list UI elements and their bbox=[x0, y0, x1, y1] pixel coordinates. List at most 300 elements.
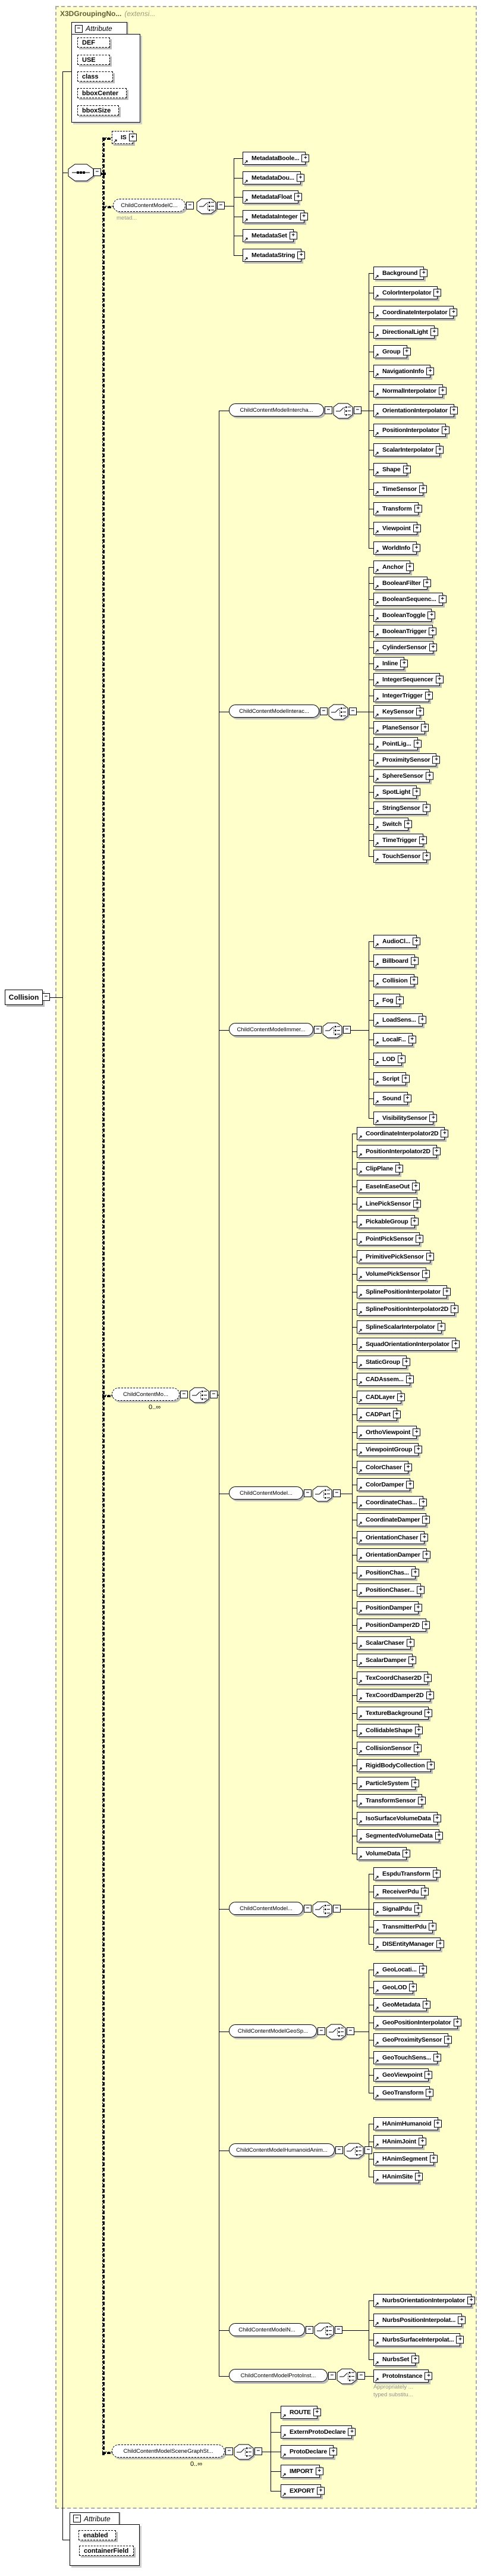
expand-icon[interactable]: + bbox=[429, 1923, 436, 1931]
group-ref-geospatial[interactable] bbox=[229, 2024, 317, 2037]
element-node[interactable] bbox=[357, 1707, 429, 1720]
expand-icon[interactable]: + bbox=[301, 155, 309, 162]
element-node[interactable] bbox=[357, 1513, 426, 1526]
expand-icon[interactable]: + bbox=[413, 938, 420, 946]
element-node[interactable] bbox=[357, 1320, 442, 1334]
element-node[interactable] bbox=[373, 2152, 434, 2165]
expand-icon[interactable]: + bbox=[443, 1288, 451, 1296]
element-node[interactable] bbox=[357, 1759, 431, 1772]
expand-icon[interactable]: + bbox=[409, 1984, 417, 1992]
element-node[interactable] bbox=[373, 2068, 429, 2082]
collapse-icon[interactable]: − bbox=[42, 993, 50, 1001]
expand-icon[interactable]: + bbox=[429, 644, 437, 652]
element-node[interactable] bbox=[357, 1601, 419, 1614]
element-node[interactable] bbox=[373, 609, 432, 622]
element-node[interactable] bbox=[243, 249, 301, 262]
expand-icon[interactable]: + bbox=[413, 525, 421, 533]
expand-icon[interactable]: + bbox=[414, 505, 422, 513]
choice-icon[interactable] bbox=[333, 403, 353, 419]
choice-icon[interactable] bbox=[322, 1022, 342, 1038]
expand-icon[interactable]: + bbox=[419, 1499, 427, 1507]
element-node[interactable] bbox=[373, 2314, 462, 2327]
element-node[interactable] bbox=[373, 365, 430, 378]
expand-icon[interactable]: + bbox=[458, 2317, 466, 2324]
element-node[interactable] bbox=[373, 424, 446, 437]
expand-icon[interactable]: + bbox=[297, 252, 305, 259]
element-node[interactable] bbox=[373, 577, 427, 590]
element-node[interactable] bbox=[357, 1267, 426, 1281]
expand-icon[interactable]: + bbox=[419, 486, 427, 493]
expand-icon[interactable]: + bbox=[297, 174, 304, 182]
element-node[interactable] bbox=[373, 974, 414, 987]
expand-icon[interactable]: + bbox=[438, 1323, 445, 1331]
expand-icon[interactable]: + bbox=[423, 805, 430, 812]
group-ref-nurbs[interactable] bbox=[229, 2323, 305, 2336]
element-node[interactable] bbox=[373, 2135, 423, 2148]
expand-icon[interactable]: + bbox=[393, 1411, 401, 1419]
expand-icon[interactable]: + bbox=[415, 2173, 423, 2181]
element-node[interactable] bbox=[373, 502, 419, 515]
group-ref-interactive[interactable] bbox=[229, 705, 319, 718]
expand-icon[interactable]: + bbox=[424, 1674, 432, 1682]
element-node[interactable] bbox=[357, 1162, 400, 1175]
expand-icon[interactable]: + bbox=[425, 1710, 432, 1717]
expand-icon[interactable]: + bbox=[413, 788, 420, 796]
expand-icon[interactable]: + bbox=[418, 1797, 426, 1805]
expand-icon[interactable]: + bbox=[442, 427, 449, 434]
element-node[interactable] bbox=[373, 785, 417, 799]
element-node[interactable] bbox=[357, 1478, 410, 1491]
expand-icon[interactable]: + bbox=[435, 1832, 443, 1840]
attribute-item[interactable]: enabled bbox=[78, 2530, 116, 2540]
collapse-icon[interactable]: − bbox=[343, 1026, 351, 1034]
expand-icon[interactable]: + bbox=[416, 1235, 423, 1243]
collision-element[interactable] bbox=[5, 990, 43, 1005]
expand-icon[interactable]: + bbox=[403, 348, 411, 356]
expand-icon[interactable]: + bbox=[426, 1692, 434, 1699]
expand-icon[interactable]: + bbox=[430, 2155, 438, 2163]
expand-icon[interactable]: + bbox=[397, 1394, 405, 1401]
expand-icon[interactable]: + bbox=[290, 232, 297, 240]
collapse-icon[interactable]: − bbox=[335, 2326, 342, 2334]
expand-icon[interactable]: + bbox=[413, 1429, 420, 1436]
expand-icon[interactable]: + bbox=[411, 1218, 419, 1226]
expand-icon[interactable]: + bbox=[433, 1815, 441, 1823]
choice-icon[interactable] bbox=[328, 704, 348, 720]
collapse-icon[interactable]: − bbox=[328, 2372, 336, 2380]
expand-icon[interactable]: + bbox=[433, 289, 441, 297]
sequence-icon[interactable] bbox=[68, 164, 94, 181]
element-node[interactable] bbox=[373, 641, 433, 654]
element-node[interactable] bbox=[373, 673, 440, 686]
element-node[interactable] bbox=[373, 994, 400, 1007]
group-ref-core[interactable] bbox=[113, 199, 186, 212]
expand-icon[interactable]: + bbox=[454, 2019, 461, 2027]
expand-icon[interactable]: + bbox=[129, 134, 137, 142]
expand-icon[interactable]: + bbox=[417, 1586, 425, 1594]
expand-icon[interactable]: + bbox=[436, 1940, 444, 1948]
element-node[interactable] bbox=[281, 2406, 317, 2419]
element-node[interactable] bbox=[373, 325, 435, 339]
collapse-icon[interactable]: − bbox=[354, 406, 361, 414]
collapse-icon[interactable]: − bbox=[210, 1391, 218, 1398]
expand-icon[interactable]: + bbox=[414, 1905, 422, 1913]
expand-icon[interactable]: + bbox=[433, 2054, 441, 2062]
element-node[interactable] bbox=[373, 1072, 406, 1085]
element-node[interactable] bbox=[357, 1829, 439, 1842]
element-node[interactable] bbox=[357, 1356, 407, 1369]
element-node[interactable] bbox=[281, 2425, 352, 2439]
expand-icon[interactable]: + bbox=[406, 1376, 414, 1384]
element-node[interactable] bbox=[373, 721, 425, 734]
element-node[interactable] bbox=[373, 935, 417, 948]
element-node[interactable] bbox=[357, 1812, 438, 1825]
choice-icon[interactable] bbox=[314, 2323, 334, 2339]
element-node[interactable] bbox=[373, 1053, 402, 1066]
collapse-icon[interactable]: − bbox=[304, 1905, 312, 1913]
element-node[interactable] bbox=[281, 2445, 334, 2458]
element-node[interactable] bbox=[357, 1531, 425, 1544]
element-node[interactable] bbox=[373, 306, 454, 319]
expand-icon[interactable]: + bbox=[430, 328, 438, 336]
element-node[interactable] bbox=[357, 1443, 419, 1456]
element-node[interactable] bbox=[373, 443, 440, 456]
element-node[interactable] bbox=[357, 1548, 427, 1561]
element-node[interactable] bbox=[373, 1112, 433, 1125]
element-node[interactable] bbox=[357, 1619, 426, 1632]
element-node[interactable] bbox=[373, 2086, 430, 2099]
expand-icon[interactable]: + bbox=[449, 309, 457, 317]
element-node[interactable] bbox=[357, 1215, 415, 1228]
element-node[interactable] bbox=[373, 2370, 429, 2383]
element-node[interactable] bbox=[357, 1654, 413, 1667]
element-node[interactable] bbox=[357, 1847, 407, 1860]
expand-icon[interactable]: + bbox=[425, 2071, 432, 2079]
group-ref-scenegraph[interactable] bbox=[112, 2444, 225, 2458]
element-node[interactable] bbox=[281, 2465, 320, 2478]
expand-icon[interactable]: + bbox=[400, 660, 408, 668]
expand-icon[interactable]: + bbox=[407, 1639, 414, 1647]
expand-icon[interactable]: + bbox=[411, 1780, 419, 1788]
element-node[interactable] bbox=[357, 1127, 445, 1140]
expand-icon[interactable]: + bbox=[395, 1165, 403, 1173]
element-node[interactable] bbox=[373, 404, 454, 417]
element-node[interactable] bbox=[357, 1636, 411, 1649]
element-node[interactable] bbox=[373, 1938, 441, 1951]
element-node[interactable] bbox=[373, 2170, 419, 2183]
expand-icon[interactable]: + bbox=[403, 1850, 410, 1858]
collapse-icon[interactable]: − bbox=[254, 2447, 262, 2455]
element-node[interactable] bbox=[357, 1373, 410, 1386]
expand-icon[interactable]: + bbox=[423, 853, 430, 860]
collapse-icon[interactable]: − bbox=[304, 1489, 312, 1497]
element-node[interactable] bbox=[281, 2484, 321, 2497]
element-node[interactable] bbox=[373, 542, 417, 555]
element-node[interactable] bbox=[357, 1496, 423, 1509]
expand-icon[interactable]: + bbox=[406, 1481, 414, 1489]
element-node[interactable] bbox=[357, 1145, 437, 1158]
expand-icon[interactable]: + bbox=[398, 1056, 405, 1063]
group-ref-protoinstance[interactable] bbox=[229, 2369, 328, 2382]
choice-icon[interactable] bbox=[312, 1486, 332, 1502]
collapse-icon[interactable]: − bbox=[314, 1026, 322, 1034]
collapse-icon[interactable]: − bbox=[364, 2146, 372, 2154]
element-node[interactable] bbox=[243, 229, 294, 242]
expand-icon[interactable]: + bbox=[436, 446, 444, 454]
element-node[interactable] bbox=[373, 1920, 433, 1933]
expand-icon[interactable]: + bbox=[456, 2336, 464, 2344]
element-node[interactable] bbox=[373, 2051, 438, 2064]
attribute-item[interactable]: bboxCenter bbox=[77, 88, 127, 98]
expand-icon[interactable]: + bbox=[426, 2089, 433, 2097]
expand-icon[interactable]: + bbox=[317, 2487, 325, 2495]
element-node[interactable] bbox=[357, 1285, 447, 1298]
expand-icon[interactable]: + bbox=[422, 1622, 430, 1629]
element-node[interactable] bbox=[357, 1724, 419, 1737]
group-ref-full-profile[interactable] bbox=[229, 1486, 303, 1500]
expand-icon[interactable]: + bbox=[403, 1359, 410, 1366]
collapse-icon[interactable]: − bbox=[333, 1489, 341, 1497]
attribute-item[interactable]: bboxSize bbox=[77, 105, 119, 115]
collapse-icon[interactable]: − bbox=[217, 202, 225, 209]
expand-icon[interactable]: + bbox=[413, 1200, 421, 1208]
expand-icon[interactable]: + bbox=[423, 2001, 430, 2009]
expand-icon[interactable]: + bbox=[425, 2372, 432, 2380]
expand-icon[interactable]: + bbox=[402, 1075, 410, 1083]
choice-icon[interactable] bbox=[234, 2444, 254, 2460]
element-node[interactable] bbox=[373, 850, 427, 863]
element-node[interactable] bbox=[243, 190, 298, 204]
element-node[interactable] bbox=[373, 753, 436, 766]
group-ref-hanim[interactable] bbox=[229, 2143, 335, 2156]
element-node[interactable] bbox=[373, 625, 433, 638]
expand-icon[interactable]: + bbox=[439, 387, 447, 395]
element-node[interactable] bbox=[373, 2016, 458, 2029]
element-node[interactable] bbox=[373, 1981, 413, 1994]
expand-icon[interactable]: + bbox=[414, 1745, 422, 1752]
element-node[interactable] bbox=[373, 286, 438, 299]
element-node[interactable] bbox=[357, 1672, 428, 1685]
element-node[interactable] bbox=[373, 463, 407, 476]
expand-icon[interactable]: + bbox=[404, 821, 412, 828]
element-node[interactable] bbox=[243, 152, 306, 165]
element-node[interactable] bbox=[373, 1902, 419, 1915]
element-node[interactable] bbox=[243, 171, 301, 184]
element-node[interactable] bbox=[373, 954, 415, 968]
expand-icon[interactable]: + bbox=[408, 1657, 416, 1664]
expand-icon[interactable]: + bbox=[414, 740, 422, 748]
element-node[interactable] bbox=[373, 2333, 460, 2346]
expand-icon[interactable]: + bbox=[416, 708, 424, 716]
element-node[interactable] bbox=[357, 1566, 416, 1579]
group-ref-dis[interactable] bbox=[229, 1902, 303, 1915]
expand-icon[interactable]: + bbox=[444, 2036, 452, 2044]
expand-icon[interactable]: + bbox=[411, 1569, 419, 1577]
expand-icon[interactable]: + bbox=[404, 1464, 412, 1472]
attribute-item[interactable]: USE bbox=[77, 55, 110, 65]
element-node[interactable] bbox=[373, 802, 427, 815]
is-element[interactable] bbox=[112, 131, 133, 144]
element-node[interactable] bbox=[373, 1013, 423, 1026]
element-node[interactable] bbox=[373, 1885, 425, 1898]
element-node[interactable] bbox=[373, 1963, 423, 1976]
expand-icon[interactable]: + bbox=[413, 544, 420, 552]
element-node[interactable] bbox=[357, 1391, 401, 1404]
element-node[interactable] bbox=[357, 1197, 417, 1210]
element-node[interactable] bbox=[373, 267, 424, 280]
element-node[interactable] bbox=[373, 1998, 427, 2011]
expand-icon[interactable]: + bbox=[410, 977, 418, 985]
expand-icon[interactable]: + bbox=[433, 1870, 441, 1878]
collapse-icon[interactable]: − bbox=[225, 2447, 233, 2455]
expand-icon[interactable]: + bbox=[414, 1604, 422, 1612]
element-node[interactable] bbox=[373, 689, 429, 702]
collapse-icon[interactable]: − bbox=[349, 708, 357, 715]
element-node[interactable] bbox=[357, 1250, 430, 1263]
expand-icon[interactable]: + bbox=[441, 1130, 448, 1138]
choice-icon[interactable] bbox=[312, 1901, 332, 1917]
element-node[interactable] bbox=[373, 818, 408, 831]
choice-icon[interactable] bbox=[337, 2368, 357, 2384]
expand-icon[interactable]: + bbox=[422, 1270, 430, 1278]
element-node[interactable] bbox=[373, 737, 418, 750]
element-node[interactable] bbox=[373, 1092, 408, 1105]
element-node[interactable] bbox=[373, 2294, 471, 2307]
collapse-icon[interactable]: − bbox=[306, 2326, 313, 2334]
element-node[interactable] bbox=[373, 2117, 438, 2130]
element-node[interactable] bbox=[373, 2033, 448, 2046]
expand-icon[interactable]: + bbox=[439, 596, 447, 603]
choice-icon[interactable] bbox=[344, 2143, 364, 2159]
element-node[interactable] bbox=[373, 834, 423, 847]
expand-icon[interactable]: + bbox=[436, 676, 444, 684]
expand-icon[interactable]: + bbox=[406, 564, 414, 571]
expand-icon[interactable]: + bbox=[420, 270, 427, 277]
attribute-item[interactable]: containerField bbox=[79, 2546, 134, 2556]
collapse-icon[interactable]: − bbox=[335, 2146, 343, 2154]
element-node[interactable] bbox=[357, 1689, 430, 1702]
element-node[interactable] bbox=[357, 1426, 417, 1439]
collapse-icon[interactable]: − bbox=[325, 406, 332, 414]
element-node[interactable] bbox=[373, 593, 443, 606]
expand-icon[interactable]: + bbox=[396, 997, 404, 1004]
expand-icon[interactable]: + bbox=[316, 2468, 323, 2475]
expand-icon[interactable]: + bbox=[426, 772, 433, 780]
expand-icon[interactable]: + bbox=[419, 1016, 426, 1024]
element-node[interactable] bbox=[373, 384, 443, 397]
choice-icon[interactable] bbox=[326, 2024, 346, 2040]
element-node[interactable] bbox=[373, 769, 430, 782]
expand-icon[interactable]: + bbox=[426, 368, 434, 375]
collapse-icon[interactable]: − bbox=[75, 25, 83, 33]
element-node[interactable] bbox=[373, 561, 410, 574]
expand-icon[interactable]: + bbox=[426, 1253, 434, 1261]
expand-icon[interactable]: + bbox=[423, 580, 431, 587]
expand-icon[interactable]: + bbox=[429, 628, 436, 636]
expand-icon[interactable]: + bbox=[415, 1727, 423, 1735]
element-node[interactable] bbox=[357, 1794, 422, 1807]
element-node[interactable] bbox=[357, 1583, 421, 1597]
expand-icon[interactable]: + bbox=[419, 1966, 427, 1974]
element-node[interactable] bbox=[373, 345, 407, 358]
element-node[interactable] bbox=[373, 1033, 413, 1046]
expand-icon[interactable]: + bbox=[329, 2448, 337, 2456]
expand-icon[interactable]: + bbox=[425, 692, 433, 700]
expand-icon[interactable]: + bbox=[420, 1534, 428, 1542]
expand-icon[interactable]: + bbox=[300, 213, 308, 221]
expand-icon[interactable]: + bbox=[429, 1115, 437, 1122]
element-node[interactable] bbox=[357, 1338, 456, 1351]
attribute-item[interactable]: DEF bbox=[77, 37, 110, 48]
element-node[interactable] bbox=[357, 1303, 455, 1316]
expand-icon[interactable]: + bbox=[467, 2297, 475, 2305]
attribute-item[interactable]: class bbox=[77, 71, 113, 82]
group-ref-interchange[interactable] bbox=[229, 403, 324, 417]
expand-icon[interactable]: + bbox=[451, 1306, 458, 1313]
choice-icon[interactable] bbox=[196, 198, 216, 214]
element-node[interactable] bbox=[373, 522, 417, 535]
expand-icon[interactable]: + bbox=[427, 612, 435, 619]
element-node[interactable] bbox=[357, 1777, 416, 1790]
choice-icon[interactable] bbox=[189, 1387, 209, 1403]
expand-icon[interactable]: + bbox=[412, 1183, 420, 1191]
collapse-icon[interactable]: − bbox=[317, 2027, 325, 2035]
expand-icon[interactable]: + bbox=[421, 1888, 429, 1896]
expand-icon[interactable]: + bbox=[419, 2138, 426, 2146]
expand-icon[interactable]: + bbox=[313, 2409, 321, 2417]
element-node[interactable] bbox=[373, 657, 404, 670]
expand-icon[interactable]: + bbox=[427, 1762, 435, 1770]
collapse-icon[interactable]: − bbox=[320, 708, 328, 715]
expand-icon[interactable]: + bbox=[348, 2428, 356, 2436]
collapse-icon[interactable]: − bbox=[180, 1391, 188, 1398]
element-node[interactable] bbox=[357, 1408, 397, 1421]
group-ref-immersive[interactable] bbox=[229, 1023, 313, 1036]
collapse-icon[interactable]: − bbox=[357, 2372, 365, 2380]
element-node[interactable] bbox=[373, 705, 420, 718]
element-node[interactable] bbox=[357, 1742, 418, 1755]
expand-icon[interactable]: + bbox=[452, 1341, 460, 1348]
expand-icon[interactable]: + bbox=[411, 957, 419, 965]
expand-icon[interactable]: + bbox=[411, 2356, 419, 2364]
collapse-icon[interactable]: − bbox=[333, 1905, 341, 1913]
expand-icon[interactable]: + bbox=[294, 193, 302, 201]
expand-icon[interactable]: + bbox=[404, 1095, 411, 1103]
expand-icon[interactable]: + bbox=[433, 1148, 441, 1156]
collapse-icon[interactable]: − bbox=[73, 2515, 81, 2522]
expand-icon[interactable]: + bbox=[414, 1446, 422, 1454]
expand-icon[interactable]: + bbox=[419, 837, 427, 844]
collapse-icon[interactable]: − bbox=[347, 2027, 354, 2035]
expand-icon[interactable]: + bbox=[403, 466, 411, 474]
element-node[interactable] bbox=[357, 1232, 420, 1245]
element-node[interactable] bbox=[373, 1867, 437, 1880]
element-node[interactable] bbox=[357, 1461, 408, 1474]
expand-icon[interactable]: + bbox=[423, 1551, 430, 1559]
element-node[interactable] bbox=[373, 2353, 416, 2366]
expand-icon[interactable]: + bbox=[432, 756, 440, 764]
collapse-icon[interactable]: − bbox=[186, 202, 194, 209]
element-node[interactable] bbox=[373, 483, 423, 496]
expand-icon[interactable]: + bbox=[422, 1516, 430, 1524]
collapse-icon[interactable]: − bbox=[93, 168, 101, 176]
expand-icon[interactable]: + bbox=[421, 724, 429, 732]
group-ref-repeat[interactable] bbox=[112, 1388, 180, 1401]
expand-icon[interactable]: + bbox=[450, 407, 458, 415]
element-node[interactable] bbox=[243, 210, 304, 223]
element-node[interactable] bbox=[357, 1180, 416, 1193]
expand-icon[interactable]: + bbox=[434, 2120, 442, 2128]
